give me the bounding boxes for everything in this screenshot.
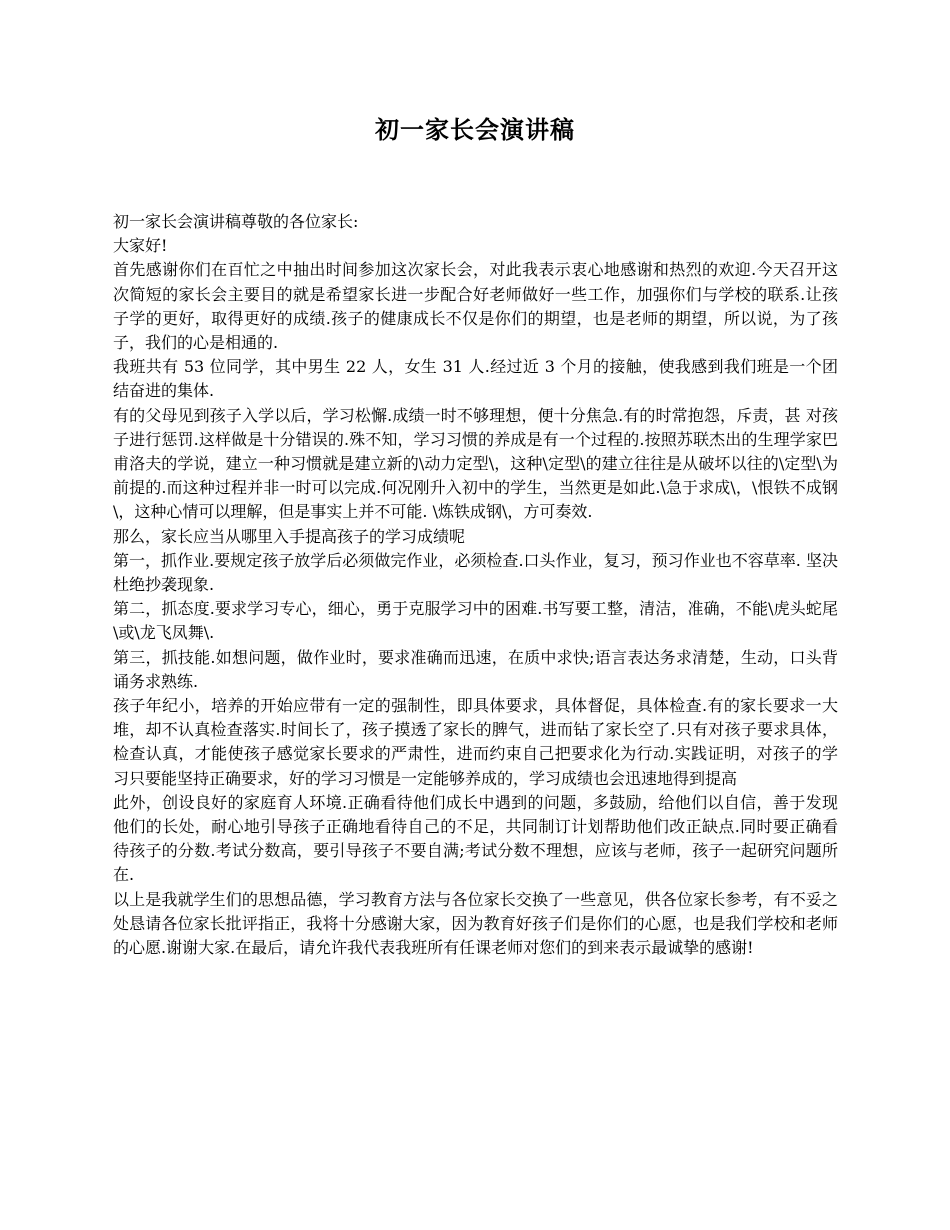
paragraph-closing: 以上是我就学生们的思想品德，学习教育方法与各位家长交换了一些意见，供各位家长参考，有不妥之处恳请各位家长批评指正，我将十分感谢大家，因为教育好孩子们是你们的心愿，也是我们学校和老师的心愿.谢谢大家.在最后，请允许我代表我班所有任课老师对您们的到来表示最诚挚的感谢! <box>113 889 838 958</box>
document-body <box>113 210 838 960</box>
paragraph-question: 那么，家长应当从哪里入手提高孩子的学习成绩呢 <box>113 526 466 546</box>
paragraph-habits: 有的父母见到孩子入学以后，学习松懈.成绩一时不够理想，便十分焦急.有的时常抱怨，斥责，甚 对孩子进行惩罚.这样做是十分错误的.殊不知，学习习惯的养成是有一个过程的.按照苏联杰出的生理学家巴甫洛夫的学说，建立一种习惯就是建立新的\动力定型\，这种\定型\的建立往往是从破坏以往的\定型\为前提的.而这种过程并非一时可以完成.何况刚升入初中的学生，当然更是如此.\急于求成\，\恨铁不成钢\，这种心情可以理解，但是事实上并不可能. \炼铁成钢\，方可奏效. <box>113 405 838 522</box>
paragraph-class-info: 我班共有 53 位同学，其中男生 22 人，女生 31 人.经过近 3 个月的接触，使我感到我们班是一个团结奋进的集体. <box>113 357 838 401</box>
salutation: 初一家长会演讲稿尊敬的各位家长: <box>113 212 359 231</box>
paragraph-welcome: 首先感谢你们在百忙之中抽出时间参加这次家长会，对此我表示衷心地感谢和热烈的欢迎.今天召开这次简短的家长会主要目的就是希望家长进一步配合好老师做好一些工作，加强你们与学校的联系.让孩子学的更好，取得更好的成绩.孩子的健康成长不仅是你们的期望，也是老师的期望，所以说，为了孩子，我们的心是相通的. <box>113 260 838 353</box>
greeting: 大家好! <box>113 236 168 256</box>
paragraph-point-three: 第三，抓技能.如想问题，做作业时，要求准确而迅速，在质中求快;语言表达务求清楚，生动，口头背诵务求熟练. <box>113 647 838 691</box>
paragraph-point-two: 第二，抓态度.要求学习专心，细心，勇于克服学习中的困难.书写要工整，清洁，准确，不能\虎头蛇尾\或\龙飞凤舞\. <box>113 599 838 643</box>
paragraph-point-one: 第一，抓作业.要规定孩子放学后必须做完作业，必须检查.口头作业，复习，预习作业也不容草率. 坚决杜绝抄袭现象. <box>113 550 838 595</box>
paragraph-requirements: 孩子年纪小，培养的开始应带有一定的强制性，即具体要求，具体督促，具体检查.有的家长要求一大堆，却不认真检查落实.时间长了，孩子摸透了家长的脾气，进而钻了家长空了.只有对孩子要求具体，检查认真，才能使孩子感觉家长要求的严肃性，进而约束自己把要求化为行动.实践证明，对孩子的学习只要能坚持正确要求，好的学习习惯是一定能够养成的，学习成绩也会迅速地得到提高 <box>113 696 838 788</box>
paragraph-environment: 此外，创设良好的家庭育人环境.正确看待他们成长中遇到的问题，多鼓励，给他们以自信，善于发现他们的长处，耐心地引导孩子正确地看待自己的不足，共同制订计划帮助他们改正缺点.同时要正确看待孩子的分数.考试分数高，要引导孩子不要自满;考试分数不理想，应该与老师，孩子一起研究问题所在. <box>113 792 838 885</box>
document-title: 初一家长会演讲稿 <box>375 115 575 144</box>
